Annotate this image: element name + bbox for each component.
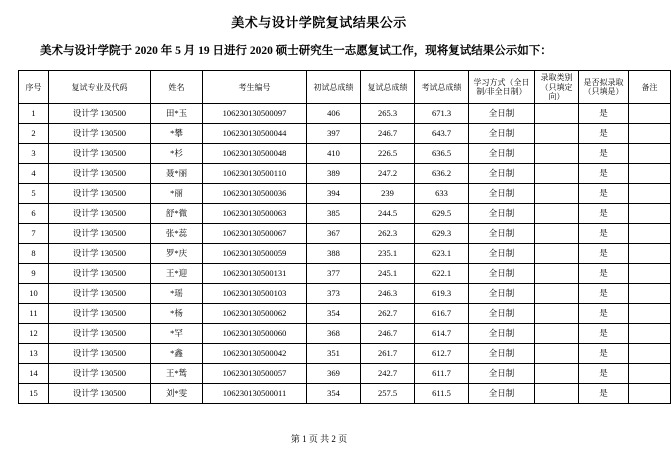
cell-admitted: 是 [579,284,629,304]
cell-admitted: 是 [579,204,629,224]
cell-name: *丽 [151,184,203,204]
cell-candidate-number: 106230130500063 [203,204,307,224]
cell-study-mode: 全日制 [469,304,535,324]
cell-preliminary-score: 354 [307,304,361,324]
cell-candidate-number: 106230130500060 [203,324,307,344]
cell-total-score: 636.2 [415,164,469,184]
table-row [19,164,671,184]
cell-name: *杨 [151,304,203,324]
cell-index: 7 [19,224,49,244]
cell-admission-category [535,224,579,244]
column-header-remarks: 备注 [629,71,671,104]
table-row [19,264,671,284]
cell-total-score: 671.3 [415,104,469,124]
column-header-major: 复试专业及代码 [49,71,151,104]
cell-admitted: 是 [579,144,629,164]
cell-study-mode: 全日制 [469,244,535,264]
cell-name: 王*迎 [151,264,203,284]
cell-name: 聂*丽 [151,164,203,184]
cell-candidate-number: 106230130500059 [203,244,307,264]
table-row [19,344,671,364]
cell-name: *罕 [151,324,203,344]
cell-retest-score: 262.7 [361,304,415,324]
cell-candidate-number: 106230130500048 [203,144,307,164]
cell-admission-category [535,264,579,284]
cell-total-score: 619.3 [415,284,469,304]
announcement-text: 美术与设计学院于 2020 年 5 月 19 日进行 2020 硕士研究生一志愿复试工作，现将复试结果公示如下： [40,45,552,57]
table-row [19,204,671,224]
cell-major: 设计学 130500 [49,124,151,144]
cell-retest-score: 246.7 [361,324,415,344]
cell-index: 1 [19,104,49,124]
cell-index: 11 [19,304,49,324]
cell-candidate-number: 106230130500067 [203,224,307,244]
cell-candidate-number: 106230130500131 [203,264,307,284]
cell-study-mode: 全日制 [469,364,535,384]
cell-retest-score: 226.5 [361,144,415,164]
cell-study-mode: 全日制 [469,124,535,144]
cell-index: 4 [19,164,49,184]
column-header-name: 姓名 [151,71,203,104]
cell-name: *攀 [151,124,203,144]
cell-remarks [629,124,671,144]
table-row [19,324,671,344]
cell-admitted: 是 [579,244,629,264]
cell-major: 设计学 130500 [49,284,151,304]
cell-retest-score: 244.5 [361,204,415,224]
cell-candidate-number: 106230130500011 [203,384,307,404]
cell-admitted: 是 [579,324,629,344]
cell-total-score: 636.5 [415,144,469,164]
cell-major: 设计学 130500 [49,344,151,364]
cell-retest-score: 245.1 [361,264,415,284]
column-header-index: 序号 [19,71,49,104]
cell-admitted: 是 [579,384,629,404]
cell-study-mode: 全日制 [469,264,535,284]
cell-total-score: 614.7 [415,324,469,344]
cell-preliminary-score: 367 [307,224,361,244]
cell-retest-score: 247.2 [361,164,415,184]
cell-name: *瑶 [151,284,203,304]
cell-retest-score: 242.7 [361,364,415,384]
cell-major: 设计学 130500 [49,224,151,244]
cell-admitted: 是 [579,304,629,324]
cell-remarks [629,324,671,344]
cell-total-score: 622.1 [415,264,469,284]
cell-remarks [629,384,671,404]
table-row [19,364,671,384]
cell-total-score: 611.5 [415,384,469,404]
cell-total-score: 633 [415,184,469,204]
table-row [19,304,671,324]
cell-admission-category [535,344,579,364]
table-row [19,244,671,264]
cell-admission-category [535,244,579,264]
cell-candidate-number: 106230130500110 [203,164,307,184]
cell-study-mode: 全日制 [469,184,535,204]
cell-remarks [629,144,671,164]
cell-remarks [629,364,671,384]
cell-major: 设计学 130500 [49,144,151,164]
cell-admission-category [535,204,579,224]
cell-preliminary-score: 354 [307,384,361,404]
cell-major: 设计学 130500 [49,264,151,284]
cell-preliminary-score: 397 [307,124,361,144]
cell-remarks [629,264,671,284]
cell-preliminary-score: 385 [307,204,361,224]
cell-major: 设计学 130500 [49,304,151,324]
cell-admitted: 是 [579,184,629,204]
cell-major: 设计学 130500 [49,324,151,344]
cell-remarks [629,224,671,244]
cell-admission-category [535,324,579,344]
cell-preliminary-score: 388 [307,244,361,264]
cell-index: 12 [19,324,49,344]
cell-admission-category [535,364,579,384]
cell-admitted: 是 [579,124,629,144]
cell-retest-score: 262.3 [361,224,415,244]
cell-candidate-number: 106230130500036 [203,184,307,204]
cell-remarks [629,204,671,224]
cell-preliminary-score: 410 [307,144,361,164]
table-row [19,224,671,244]
cell-major: 设计学 130500 [49,384,151,404]
cell-remarks [629,304,671,324]
cell-admission-category [535,384,579,404]
column-header-study-mode: 学习方式（全日制/非全日制） [469,71,535,104]
table-row [19,284,671,304]
cell-name: 刘*雯 [151,384,203,404]
cell-candidate-number: 106230130500057 [203,364,307,384]
cell-total-score: 629.3 [415,224,469,244]
cell-retest-score: 265.3 [361,104,415,124]
cell-preliminary-score: 389 [307,164,361,184]
cell-major: 设计学 130500 [49,184,151,204]
cell-admission-category [535,184,579,204]
cell-admitted: 是 [579,344,629,364]
cell-total-score: 616.7 [415,304,469,324]
cell-preliminary-score: 373 [307,284,361,304]
cell-admitted: 是 [579,364,629,384]
table-header-row [19,71,671,104]
cell-remarks [629,284,671,304]
column-header-candidate-number: 考生编号 [203,71,307,104]
column-header-admission-category: 录取类别（只填定向） [535,71,579,104]
cell-major: 设计学 130500 [49,104,151,124]
cell-major: 设计学 130500 [49,244,151,264]
cell-admission-category [535,304,579,324]
cell-name: 罗*庆 [151,244,203,264]
cell-name: *杉 [151,144,203,164]
page-title: 美术与设计学院复试结果公示 [231,15,407,30]
cell-remarks [629,184,671,204]
cell-study-mode: 全日制 [469,324,535,344]
column-header-total-score: 考试总成绩 [415,71,469,104]
cell-total-score: 612.7 [415,344,469,364]
cell-study-mode: 全日制 [469,284,535,304]
cell-admitted: 是 [579,264,629,284]
table-body [19,104,671,404]
table-row [19,124,671,144]
cell-retest-score: 246.3 [361,284,415,304]
cell-study-mode: 全日制 [469,384,535,404]
cell-preliminary-score: 351 [307,344,361,364]
cell-retest-score: 246.7 [361,124,415,144]
cell-name: 张*蕊 [151,224,203,244]
cell-name: 田*玉 [151,104,203,124]
cell-retest-score: 261.7 [361,344,415,364]
cell-study-mode: 全日制 [469,224,535,244]
cell-index: 10 [19,284,49,304]
cell-admitted: 是 [579,164,629,184]
cell-candidate-number: 106230130500097 [203,104,307,124]
table-row [19,104,671,124]
table-row [19,184,671,204]
cell-retest-score: 235.1 [361,244,415,264]
cell-index: 2 [19,124,49,144]
cell-admitted: 是 [579,224,629,244]
page-number: 第 1 页 共 2 页 [290,434,348,444]
cell-candidate-number: 106230130500103 [203,284,307,304]
table-row [19,144,671,164]
cell-total-score: 629.5 [415,204,469,224]
cell-total-score: 643.7 [415,124,469,144]
column-header-preliminary-score: 初试总成绩 [307,71,361,104]
cell-study-mode: 全日制 [469,164,535,184]
cell-name: 舒*微 [151,204,203,224]
cell-study-mode: 全日制 [469,344,535,364]
cell-major: 设计学 130500 [49,164,151,184]
announcement-paragraph [18,41,620,62]
cell-candidate-number: 106230130500044 [203,124,307,144]
cell-admission-category [535,144,579,164]
cell-admitted: 是 [579,104,629,124]
cell-major: 设计学 130500 [49,204,151,224]
cell-study-mode: 全日制 [469,104,535,124]
cell-remarks [629,244,671,264]
results-table [18,70,671,404]
cell-index: 6 [19,204,49,224]
cell-admission-category [535,124,579,144]
cell-index: 9 [19,264,49,284]
column-header-admitted: 是否拟录取（只填是） [579,71,629,104]
cell-index: 13 [19,344,49,364]
cell-preliminary-score: 369 [307,364,361,384]
cell-index: 5 [19,184,49,204]
cell-remarks [629,164,671,184]
cell-retest-score: 239 [361,184,415,204]
cell-candidate-number: 106230130500062 [203,304,307,324]
cell-retest-score: 257.5 [361,384,415,404]
cell-major: 设计学 130500 [49,364,151,384]
cell-index: 3 [19,144,49,164]
cell-admission-category [535,164,579,184]
cell-study-mode: 全日制 [469,144,535,164]
cell-index: 8 [19,244,49,264]
cell-preliminary-score: 394 [307,184,361,204]
cell-candidate-number: 106230130500042 [203,344,307,364]
cell-preliminary-score: 368 [307,324,361,344]
cell-name: 王*鸶 [151,364,203,384]
cell-total-score: 611.7 [415,364,469,384]
cell-index: 14 [19,364,49,384]
table-header [19,71,671,104]
cell-total-score: 623.1 [415,244,469,264]
table-row [19,384,671,404]
cell-admission-category [535,104,579,124]
cell-name: *鑫 [151,344,203,364]
cell-preliminary-score: 406 [307,104,361,124]
cell-admission-category [535,284,579,304]
cell-preliminary-score: 377 [307,264,361,284]
cell-remarks [629,104,671,124]
cell-index: 15 [19,384,49,404]
cell-remarks [629,344,671,364]
cell-study-mode: 全日制 [469,204,535,224]
column-header-retest-score: 复试总成绩 [361,71,415,104]
